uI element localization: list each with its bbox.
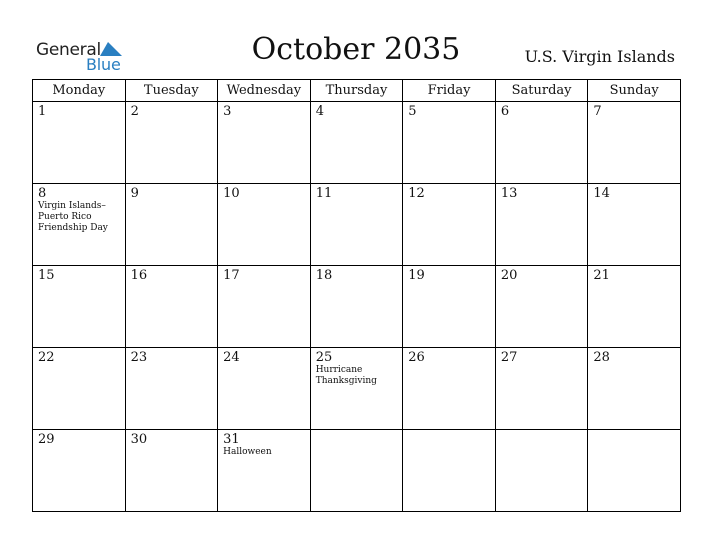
day-number: 13 bbox=[500, 186, 518, 201]
day-cell bbox=[495, 430, 588, 512]
day-number: 9 bbox=[130, 186, 139, 201]
day-number: 1 bbox=[38, 104, 47, 119]
day-cell bbox=[310, 430, 403, 512]
day-cell bbox=[33, 348, 126, 430]
day-cell bbox=[310, 184, 403, 266]
day-cell bbox=[218, 266, 311, 348]
day-number: 27 bbox=[500, 350, 518, 365]
day-cell bbox=[403, 348, 496, 430]
day-cell bbox=[310, 102, 403, 184]
day-cell bbox=[33, 430, 126, 512]
day-number: 22 bbox=[38, 350, 55, 365]
day-number: 30 bbox=[130, 432, 148, 447]
day-cell bbox=[403, 184, 496, 266]
day-cell bbox=[588, 430, 681, 512]
day-cell bbox=[403, 430, 496, 512]
holiday-label: Halloween bbox=[223, 447, 272, 457]
day-cell bbox=[588, 266, 681, 348]
day-cell bbox=[125, 430, 218, 512]
day-cell bbox=[125, 184, 218, 266]
day-cell bbox=[125, 348, 218, 430]
day-number: 24 bbox=[223, 350, 240, 365]
day-number: 18 bbox=[315, 268, 333, 283]
day-number: 7 bbox=[593, 104, 602, 119]
day-cell bbox=[495, 348, 588, 430]
day-number: 14 bbox=[593, 186, 610, 201]
day-cell bbox=[33, 184, 126, 266]
calendar-grid bbox=[32, 79, 681, 512]
day-number: 4 bbox=[315, 104, 324, 119]
day-cell bbox=[125, 266, 218, 348]
logo-blue-text: Blue bbox=[86, 55, 121, 74]
day-cell bbox=[310, 266, 403, 348]
day-cell bbox=[218, 348, 311, 430]
day-cell bbox=[125, 102, 218, 184]
day-number: 25 bbox=[315, 350, 333, 365]
weekday-header: Thursday bbox=[310, 80, 403, 102]
day-number: 26 bbox=[408, 350, 425, 365]
day-cell bbox=[495, 102, 588, 184]
day-cell bbox=[218, 184, 311, 266]
day-cell bbox=[218, 430, 311, 512]
day-cell bbox=[33, 266, 126, 348]
day-cell bbox=[310, 348, 403, 430]
week-row bbox=[33, 102, 681, 184]
weekday-header: Sunday bbox=[588, 80, 681, 102]
day-cell bbox=[588, 184, 681, 266]
weekday-header-row bbox=[33, 80, 681, 102]
day-number: 29 bbox=[38, 432, 55, 447]
holiday-label: Hurricane Thanksgiving bbox=[315, 365, 377, 386]
day-cell bbox=[403, 266, 496, 348]
day-number: 12 bbox=[408, 186, 425, 201]
week-row bbox=[33, 348, 681, 430]
region-label: U.S. Virgin Islands bbox=[524, 47, 675, 66]
week-row bbox=[33, 184, 681, 266]
day-cell bbox=[495, 266, 588, 348]
weekday-header: Tuesday bbox=[125, 80, 218, 102]
day-number: 19 bbox=[408, 268, 425, 283]
day-cell bbox=[403, 102, 496, 184]
day-cell bbox=[33, 102, 126, 184]
day-number: 28 bbox=[593, 350, 610, 365]
day-cell bbox=[495, 184, 588, 266]
day-cell bbox=[588, 102, 681, 184]
logo-general-text: General bbox=[36, 40, 101, 60]
day-number: 11 bbox=[315, 186, 333, 201]
week-row bbox=[33, 430, 681, 512]
day-number: 8 bbox=[38, 186, 47, 201]
day-number: 2 bbox=[130, 104, 139, 119]
day-number: 21 bbox=[593, 268, 610, 283]
weekday-header: Wednesday bbox=[218, 80, 311, 102]
day-number: 23 bbox=[130, 350, 148, 365]
day-number: 16 bbox=[130, 268, 148, 283]
day-cell bbox=[218, 102, 311, 184]
day-number: 31 bbox=[223, 432, 240, 447]
day-number: 3 bbox=[223, 104, 232, 119]
day-number: 17 bbox=[223, 268, 240, 283]
day-number: 6 bbox=[500, 104, 510, 119]
weekday-header: Friday bbox=[403, 80, 496, 102]
weekday-header: Saturday bbox=[495, 80, 588, 102]
weekday-header: Monday bbox=[33, 80, 126, 102]
week-row bbox=[33, 266, 681, 348]
day-number: 15 bbox=[38, 268, 55, 283]
holiday-label: Virgin Islands–Puerto Rico Friendship Day bbox=[38, 201, 108, 233]
calendar-title: October 2035 bbox=[251, 32, 461, 67]
day-number: 20 bbox=[500, 268, 518, 283]
day-number: 10 bbox=[223, 186, 240, 201]
day-cell bbox=[588, 348, 681, 430]
day-number: 5 bbox=[408, 104, 417, 119]
